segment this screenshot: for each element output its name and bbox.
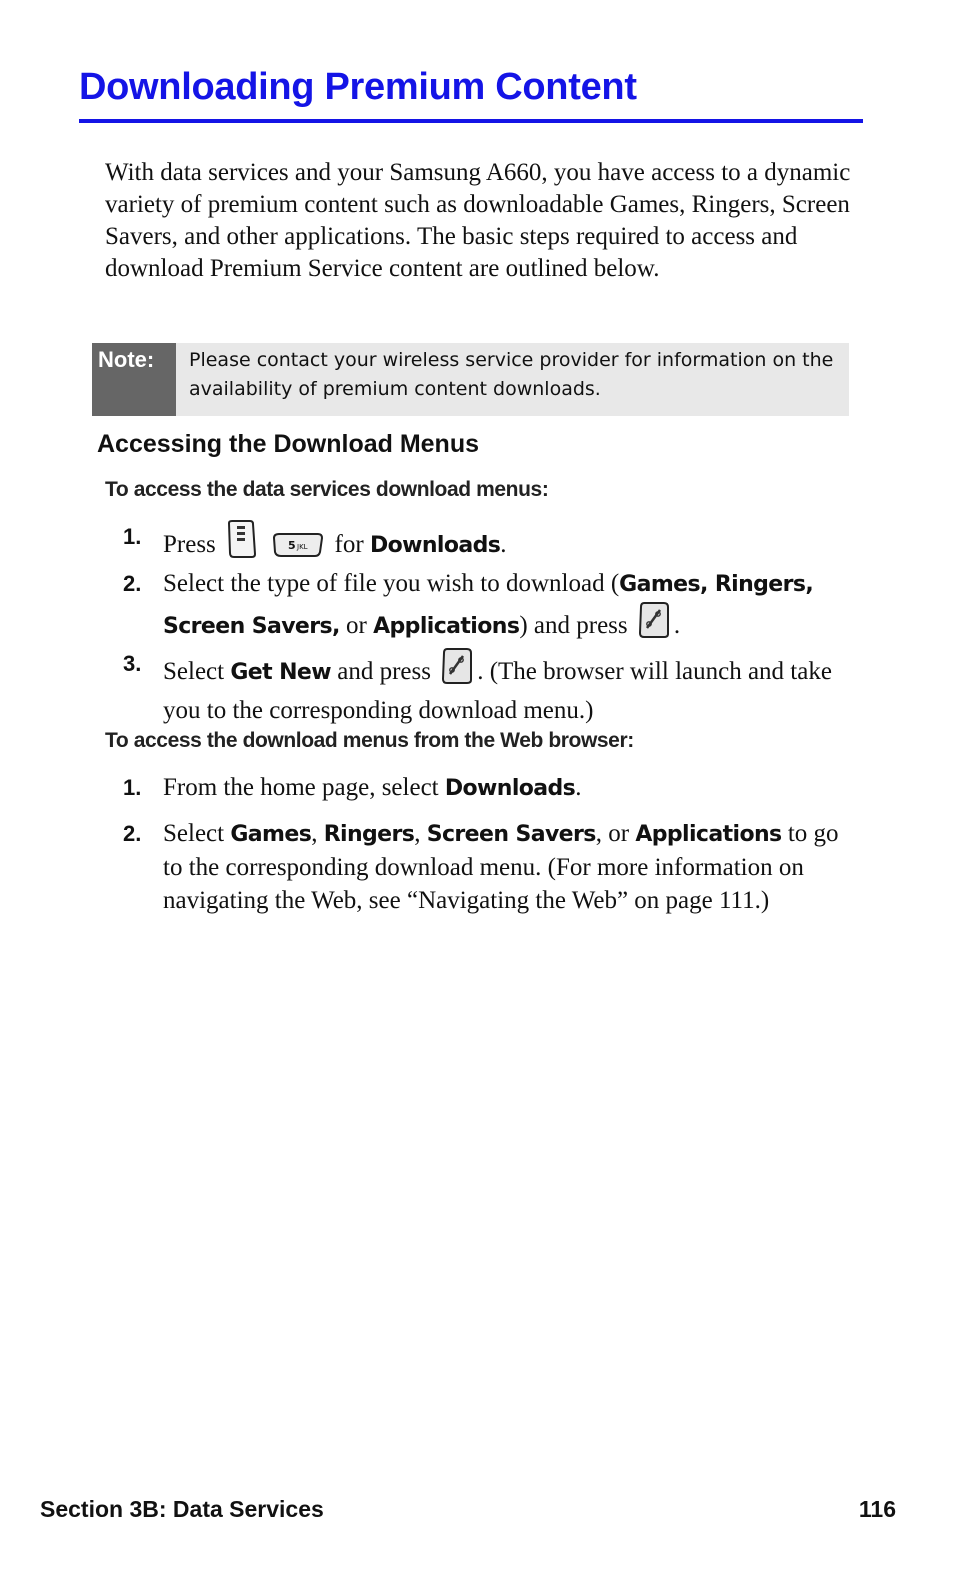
footer-section: Section 3B: Data Services: [40, 1496, 324, 1522]
step-number: 2.: [123, 571, 142, 596]
intro-paragraph: With data services and your Samsung A660, you have access to a dynamic variety of premium content such as downloadable Games, Ringers, Screen Savers, and other applications. The basic steps required to access and download Premium Service content are outlined below.: [105, 159, 851, 282]
menu-term-screen-savers: Screen Savers,: [163, 614, 340, 639]
note-text: Please contact your wireless service provider for information on the availability of premium content downloads.: [189, 349, 834, 400]
step-number: 3.: [123, 651, 142, 676]
menu-term-downloads: Downloads: [369, 533, 501, 558]
menu-term-games-ringers: Games, Ringers,: [619, 572, 814, 597]
menu-term-ringers: Ringers: [323, 822, 415, 847]
step-text: for: [334, 531, 364, 558]
step-text: , or: [595, 820, 636, 847]
step-text: .: [500, 531, 507, 558]
ok-key-icon: [638, 601, 670, 648]
step-text: From the home page, select: [163, 774, 445, 801]
procedure-heading-browser: To access the download menus from the Web browser:: [105, 729, 634, 752]
step-text: ,: [414, 820, 427, 847]
menu-term-screen-savers: Screen Savers: [426, 822, 596, 847]
step-item: [123, 647, 863, 727]
ok-key-icon: [441, 647, 473, 694]
page-title: Downloading Premium Content: [79, 66, 637, 108]
five-key-icon: [272, 532, 324, 567]
step-number: 1.: [123, 524, 142, 549]
step-item: [123, 817, 863, 917]
menu-key-icon: [226, 520, 258, 567]
procedure-heading-menus: To access the data services download menus:: [105, 478, 549, 501]
five-key-digit: 5: [288, 539, 296, 552]
step-text: Press: [163, 531, 216, 558]
step-text: and press: [330, 658, 431, 685]
note-box: [92, 343, 849, 416]
step-text: or: [339, 612, 374, 639]
step-text: ) and press: [519, 612, 628, 639]
title-rule: [79, 119, 863, 123]
step-text: to go to the corresponding download menu. (For more information on navigating the Web, see “Navigating the Web” on page 111.): [163, 820, 839, 914]
step-text: .: [575, 774, 582, 801]
menu-term-get-new: Get New: [230, 660, 331, 685]
section-heading: Accessing the Download Menus: [97, 430, 480, 458]
five-key-letters: JKL: [297, 543, 308, 551]
page-number: 116: [858, 1496, 896, 1522]
menu-term-downloads: Downloads: [444, 776, 576, 801]
step-text: ,: [311, 820, 324, 847]
step-text: Select the type of file you wish to download (: [163, 570, 620, 597]
step-text: .: [673, 612, 681, 639]
step-text: Select: [163, 820, 231, 847]
step-number: 1.: [123, 775, 142, 800]
menu-term-games: Games: [230, 822, 312, 847]
step-item: [123, 520, 863, 567]
step-item: [123, 771, 863, 805]
note-label: Note:: [92, 343, 176, 416]
menu-term-applications: Applications: [635, 822, 782, 847]
menu-term-applications: Applications: [373, 614, 520, 639]
step-number: 2.: [123, 821, 142, 846]
step-text: . (The browser will launch and take you to the corresponding download menu.): [163, 658, 832, 724]
step-item: [123, 567, 863, 648]
step-text: Select: [163, 658, 231, 685]
